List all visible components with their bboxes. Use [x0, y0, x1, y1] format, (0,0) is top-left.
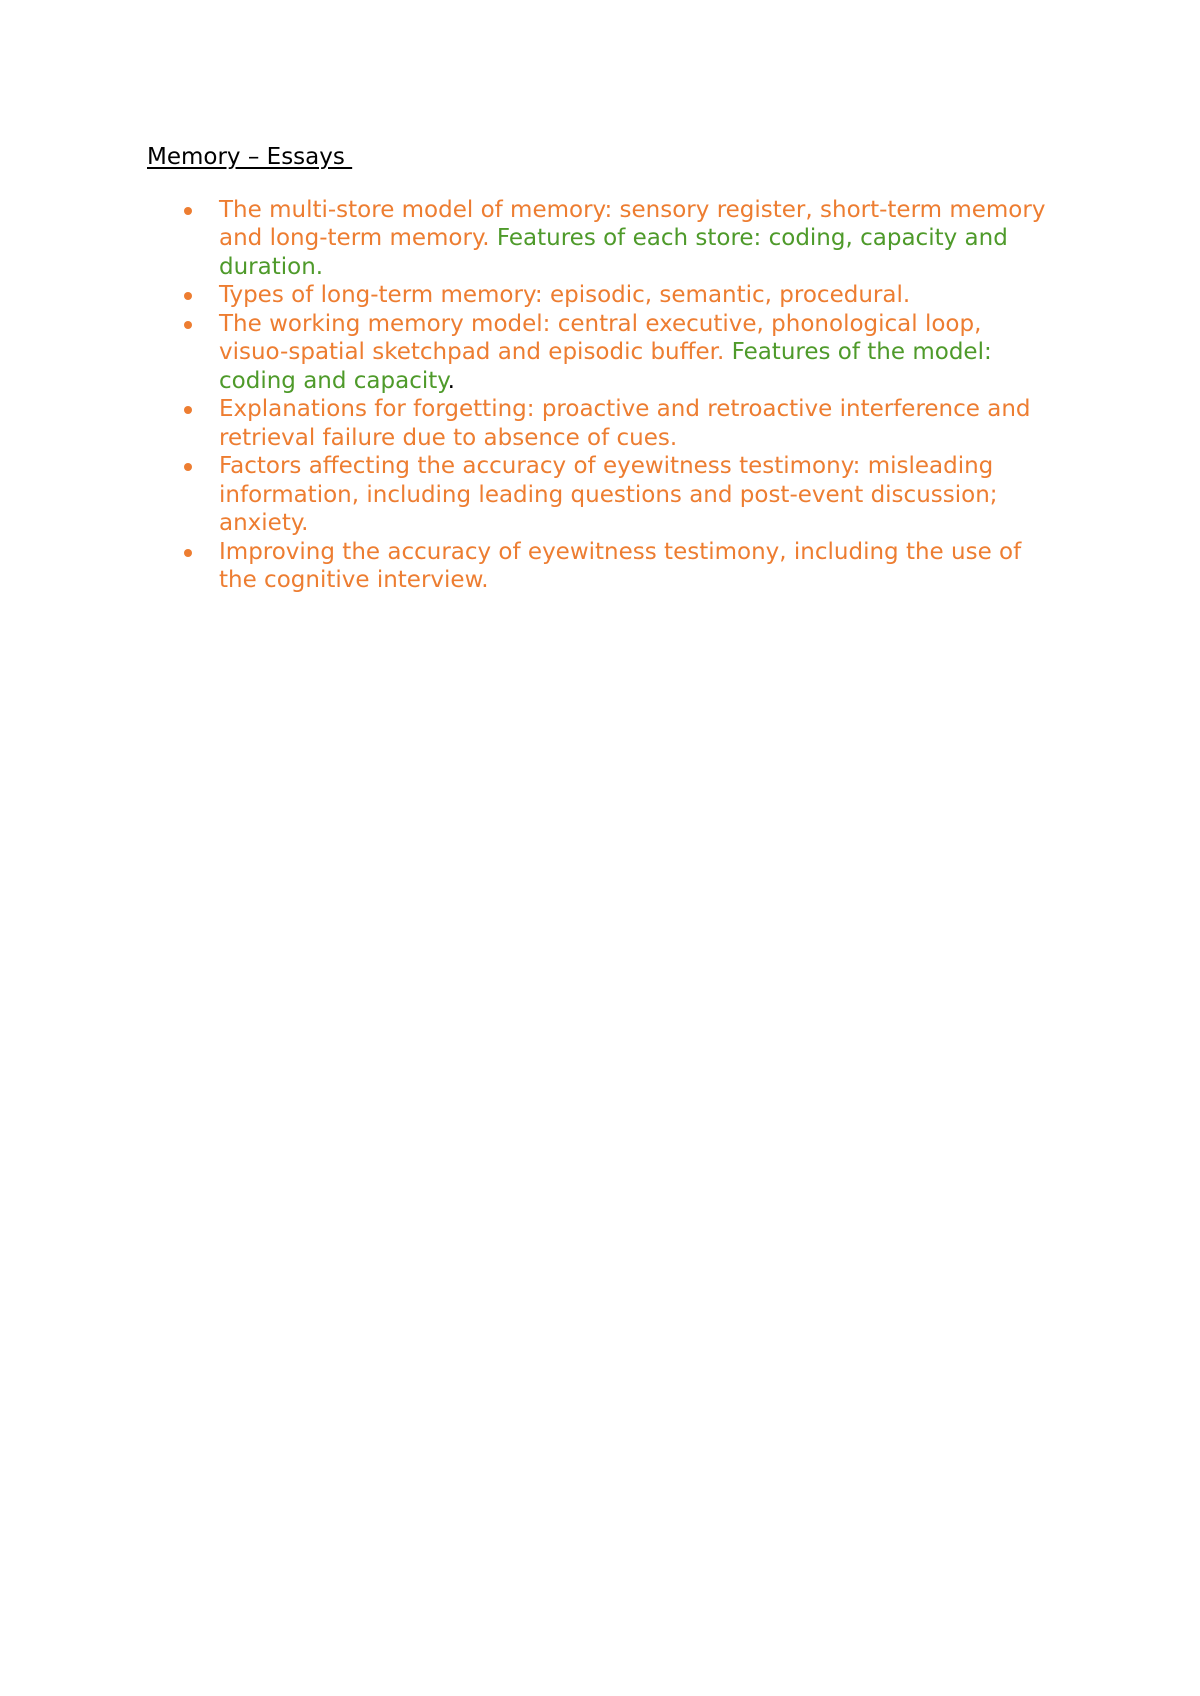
- topic-text-segment: Features of each store: coding, capacity and duration.: [219, 225, 1008, 280]
- bullet-icon: [184, 549, 192, 557]
- topic-text: [219, 395, 1047, 452]
- topic-item: [147, 538, 1047, 595]
- bullet-icon: [184, 321, 192, 329]
- topic-text-segment: The multi-store model of memory: sensory register, short-term memory and long-term memory.: [219, 196, 1046, 251]
- topic-text-segment: The working memory model: central executive, phonological loop, visuo-spatial sketchpad and episodic buffer.: [219, 310, 982, 365]
- topic-text-segment: Improving the accuracy of eyewitness testimony, including the use of the cognitive interview.: [219, 538, 1022, 593]
- bullet-icon: [184, 207, 192, 215]
- bullet-icon: [184, 463, 192, 471]
- bullet-icon: [184, 292, 192, 300]
- topic-text-segment: .: [447, 367, 455, 394]
- topic-text-segment: Factors affecting the accuracy of eyewitness testimony: misleading information, including leading questions and post-event discussion; anxiety.: [219, 453, 998, 536]
- topic-item: [147, 196, 1047, 282]
- topic-item: [147, 395, 1047, 452]
- topic-text-segment: Features of the model: coding and capacity: [219, 339, 992, 394]
- topic-item: [147, 310, 1047, 396]
- topic-text: [219, 196, 1047, 282]
- topic-item: [147, 452, 1047, 538]
- topic-text: [219, 281, 1047, 310]
- topic-item: [147, 281, 1047, 310]
- topic-text-segment: Types of long-term memory: episodic, semantic, procedural.: [219, 282, 911, 308]
- topic-list: [147, 196, 1047, 595]
- document-body: [147, 143, 1047, 595]
- topic-text: [219, 452, 1047, 538]
- topic-text: [219, 310, 1047, 396]
- bullet-icon: [184, 406, 192, 414]
- document-title: Memory – Essays: [147, 144, 353, 170]
- topic-text-segment: Explanations for forgetting: proactive and retroactive interference and retrieval failure due to absence of cues.: [219, 396, 1031, 451]
- topic-text: [219, 538, 1047, 595]
